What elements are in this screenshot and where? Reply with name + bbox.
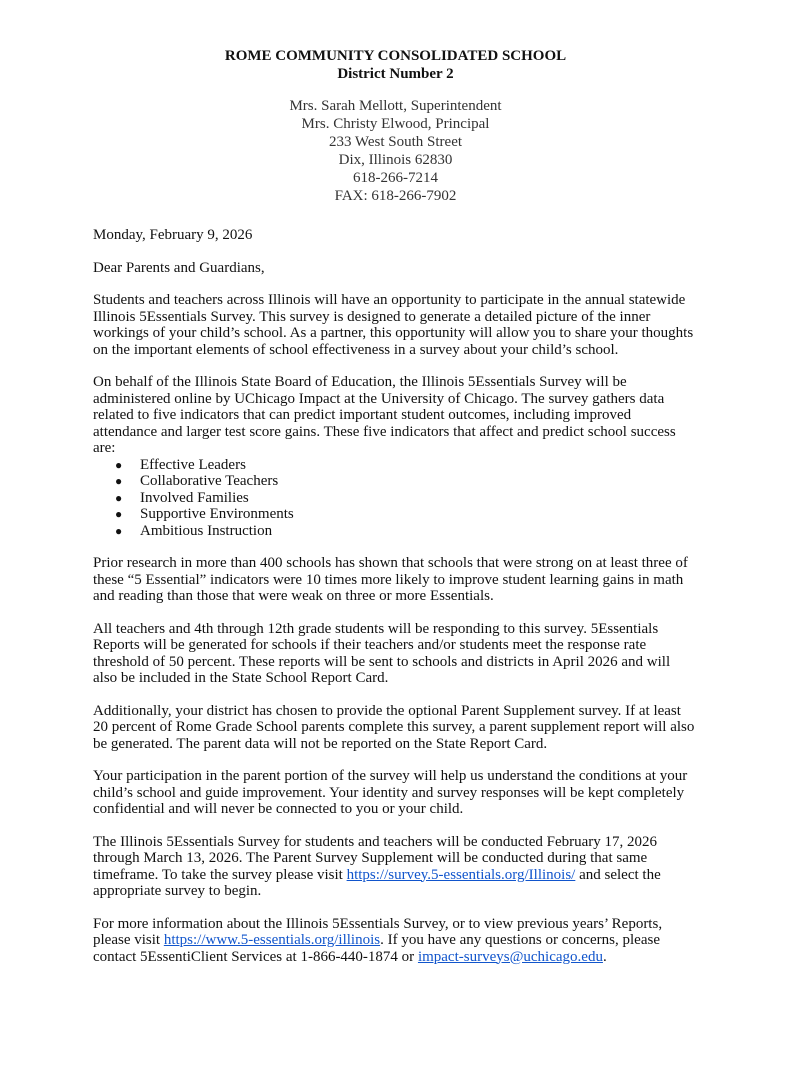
letter-body bbox=[93, 227, 698, 965]
administration-block bbox=[93, 374, 698, 539]
fax-line: FAX: 618-266-7902 bbox=[334, 188, 457, 204]
support-email-link[interactable]: impact-surveys@uchicago.edu bbox=[417, 948, 603, 965]
parent-supplement-paragraph: Additionally, your district has chosen to provide the optional Parent Supplement survey. If at least 20 percent of Rome Grade School parents complete this survey, a parent supplement report will also be generated. The parent data will not be reported on the State Report Card. bbox=[93, 702, 695, 752]
reports-link[interactable]: https://www.5-essentials.org/illinois bbox=[163, 932, 381, 948]
research-paragraph: Prior research in more than 400 schools has shown that schools that were strong on at least three of these “5 Essential” indicators were 10 times more likely to improve student learning gains in math and reading than those that were weak on three or more Essentials. bbox=[93, 555, 688, 604]
participation-paragraph: Your participation in the parent portion of the survey will help us understand the conditions at your child’s school and guide improvement. Your identity and survey responses will be kept completely confidential and will never be connected to you or your child. bbox=[93, 768, 688, 817]
district-number: District Number 2 bbox=[337, 66, 454, 82]
indicator-list bbox=[93, 457, 698, 540]
phone-line: 618-266-7214 bbox=[353, 170, 438, 186]
reports-paragraph: All teachers and 4th through 12th grade students will be responding to this survey. 5Essentials Reports will be generated for schools if their teachers and/or students meet the response rate threshold of 50 percent. These reports will be sent to schools and districts in April 2026 and will also be included in the State School Report Card. bbox=[93, 620, 671, 686]
intro-paragraph: Students and teachers across Illinois will have an opportunity to participate in the annual statewide Illinois 5Essentials Survey. This survey is designed to generate a detailed picture of the inner workings of your child’s school. As a partner, this opportunity will allow you to share your thoughts on the important elements of school effectiveness in a survey about your child’s school. bbox=[93, 292, 694, 358]
street-address-line: 233 West South Street bbox=[328, 134, 463, 150]
bullet-icon: ● bbox=[115, 523, 123, 538]
bullet-icon: ● bbox=[115, 507, 123, 521]
principal-line: Mrs. Christy Elwood, Principal bbox=[301, 116, 490, 132]
survey-link[interactable]: https://survey.5-essentials.org/Illinois/ bbox=[346, 866, 576, 883]
bullet-icon: ● bbox=[115, 457, 123, 472]
letter-page bbox=[0, 47, 791, 1071]
superintendent-line: Mrs. Sarah Mellott, Superintendent bbox=[289, 98, 502, 114]
list-item: ● Collaborative Teachers bbox=[115, 473, 279, 489]
letter-date: Monday, February 9, 2026 bbox=[93, 227, 253, 243]
bullet-icon: ● bbox=[115, 490, 123, 505]
city-state-zip-line: Dix, Illinois 62830 bbox=[338, 152, 453, 168]
letterhead bbox=[93, 47, 698, 205]
contact-block bbox=[93, 97, 698, 205]
more-info-paragraph: For more information about the Illinois 5Essentials Survey, or to view previous years’ Reports, please visit https://www.5-essentials.org/illinois. If you have any questions or concerns, please contact 5EssentiClient Services at 1-866-440-1874 or impact-surveys@uchicago.edu. bbox=[93, 915, 663, 965]
list-item: ● Ambitious Instruction bbox=[115, 522, 273, 539]
survey-dates-paragraph: The Illinois 5Essentials Survey for students and teachers will be conducted February 17, 2026 through March 13, 2026. The Parent Survey Supplement will be conducted during that same timeframe. To take the survey please visit https://survey.5-essentials.org/Illinois/ and select the appropriate survey to begin. bbox=[93, 833, 661, 899]
bullet-icon: ● bbox=[115, 474, 123, 488]
salutation: Dear Parents and Guardians, bbox=[93, 259, 265, 276]
administration-paragraph: On behalf of the Illinois State Board of Education, the Illinois 5Essentials Survey will be administered online by UChicago Impact at the University of Chicago. The survey gathers data related to five indicators that can predict important student outcomes, including improved attendance and larger test score gains. These five indicators that affect and predict school success are: bbox=[93, 374, 676, 456]
list-item: ● Effective Leaders bbox=[115, 456, 246, 473]
list-item: ● Supportive Environments bbox=[115, 506, 294, 522]
list-item: ● Involved Families bbox=[115, 489, 249, 506]
school-name: ROME COMMUNITY CONSOLIDATED SCHOOL bbox=[224, 48, 567, 64]
